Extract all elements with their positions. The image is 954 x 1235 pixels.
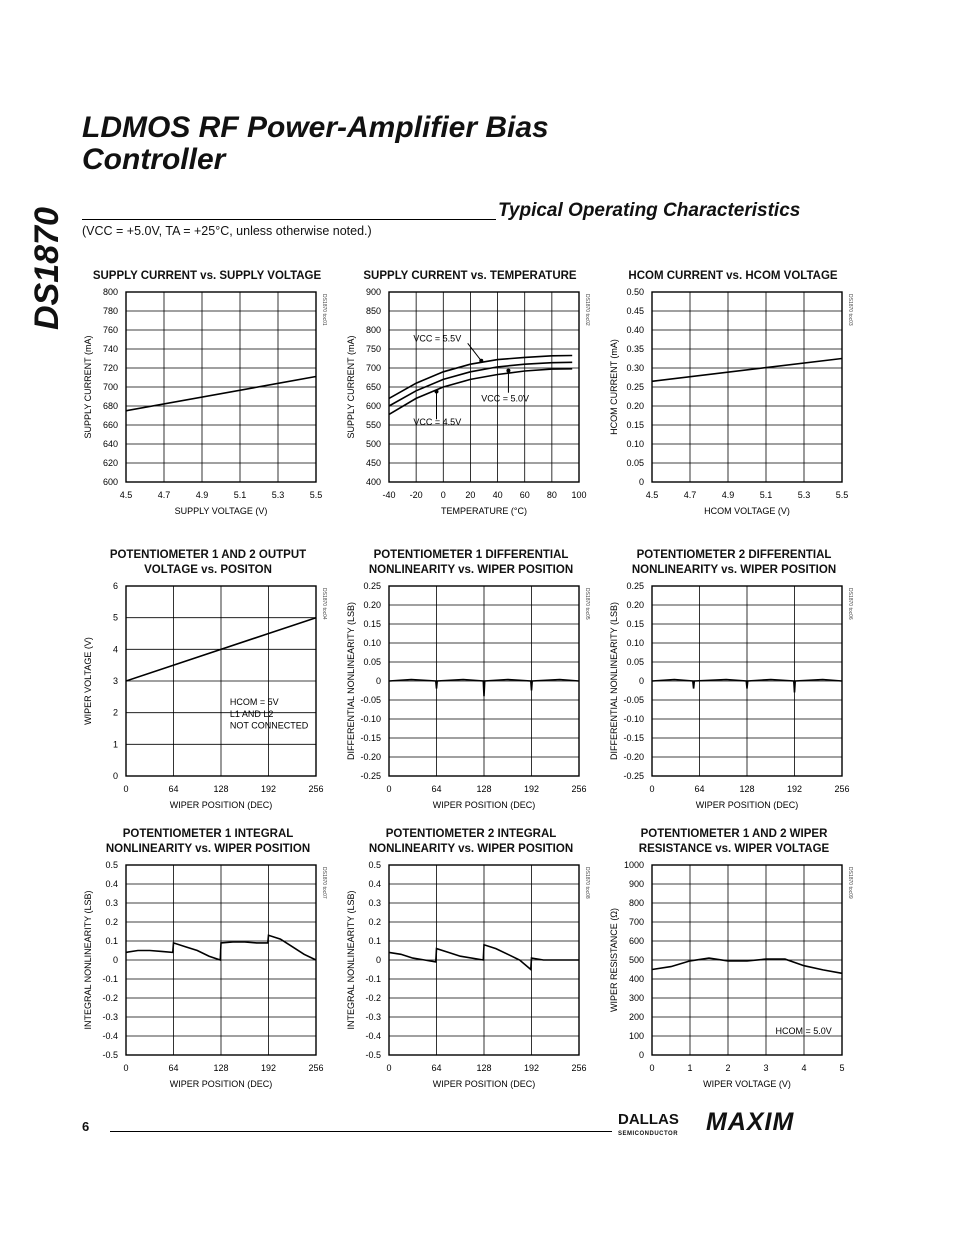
- y-tick-label: 780: [102, 306, 118, 316]
- chart-title: POTENTIOMETER 2 DIFFERENTIAL NONLINEARITY vs. WIPER POSITION: [631, 549, 837, 576]
- y-tick-label: 0.10: [626, 638, 644, 648]
- x-tick-label: 192: [523, 784, 540, 794]
- x-tick-label: 0: [649, 784, 655, 794]
- figure-code: DS1870 toc09: [847, 867, 853, 899]
- y-tick-label: 0.1: [368, 936, 381, 946]
- chart-svg: [345, 548, 595, 828]
- y-tick-label: 850: [365, 306, 381, 316]
- y-tick-label: 6: [112, 581, 118, 591]
- figure-code: DS1870 toc07: [321, 867, 327, 899]
- x-tick-label: 192: [523, 1063, 540, 1073]
- chart-9: [608, 827, 858, 1107]
- x-tick-label: 192: [260, 784, 277, 794]
- part-number-side-label: DS1870: [28, 207, 66, 330]
- x-axis-label: WIPER POSITION (DEC): [432, 800, 536, 810]
- y-tick-label: 0.05: [626, 657, 644, 667]
- annotation-label: NOT CONNECTED: [229, 720, 309, 731]
- x-tick-label: 0: [649, 1063, 655, 1073]
- chart-1: [82, 268, 332, 548]
- y-axis-label: SUPPLY CURRENT (mA): [83, 335, 93, 439]
- x-tick-label: 1: [687, 1063, 693, 1073]
- x-tick-label: 256: [308, 1063, 324, 1073]
- annotation-arrowhead: [479, 359, 483, 363]
- y-tick-label: 800: [628, 898, 644, 908]
- y-tick-label: 0.2: [368, 917, 381, 927]
- x-axis-label: HCOM VOLTAGE (V): [704, 506, 790, 516]
- y-tick-label: 2: [112, 707, 118, 718]
- x-tick-label: 5.3: [797, 490, 811, 500]
- chart-svg: [82, 548, 332, 828]
- x-tick-label: 4.7: [157, 490, 171, 500]
- x-tick-label: 64: [168, 784, 179, 794]
- x-tick-label: 4.7: [683, 490, 697, 500]
- x-tick-label: 4.5: [645, 490, 659, 500]
- y-axis-label: SUPPLY CURRENT (mA): [346, 335, 356, 439]
- chart-title: POTENTIOMETER 2 INTEGRAL NONLINEARITY vs. WIPER POSITION: [368, 828, 574, 855]
- y-tick-label: 700: [628, 917, 644, 927]
- x-tick-label: 5.1: [759, 490, 773, 500]
- y-tick-label: 300: [628, 993, 644, 1003]
- x-axis-label: WIPER POSITION (DEC): [432, 1079, 536, 1089]
- page-number: 6: [82, 1119, 90, 1134]
- y-tick-label: 0: [112, 771, 118, 781]
- y-tick-label: 660: [102, 420, 118, 430]
- x-tick-label: -40: [382, 490, 396, 500]
- y-tick-label: 640: [102, 439, 118, 449]
- y-axis-label: WIPER RESISTANCE (Ω): [609, 907, 619, 1013]
- y-tick-label: 650: [365, 382, 381, 392]
- y-tick-label: 0: [638, 1050, 644, 1060]
- chart-title: POTENTIOMETER 1 AND 2 WIPER RESISTANCE vs. WIPER VOLTAGE: [638, 828, 830, 855]
- y-tick-label: 0.2: [105, 917, 118, 927]
- y-tick-label: 400: [365, 477, 381, 487]
- x-tick-label: 3: [763, 1063, 769, 1073]
- x-tick-label: 256: [308, 784, 324, 794]
- y-tick-label: 500: [365, 439, 381, 449]
- y-tick-label: -0.05: [623, 695, 644, 705]
- chart-4: [82, 548, 332, 828]
- y-tick-label: 0.35: [626, 344, 644, 354]
- figure-code: DS1870 toc03: [847, 294, 853, 326]
- y-tick-label: 900: [628, 879, 644, 889]
- x-tick-label: 5.1: [233, 490, 247, 500]
- x-tick-label: 5.3: [271, 490, 285, 500]
- y-tick-label: 550: [365, 420, 381, 430]
- chart-svg: [82, 827, 332, 1107]
- chart-title: SUPPLY CURRENT vs. TEMPERATURE: [363, 270, 577, 282]
- y-tick-label: 700: [365, 363, 381, 373]
- y-axis-label: INTEGRAL NONLINEARITY (LSB): [346, 890, 356, 1030]
- annotation-label: VCC = 5.5V: [413, 333, 462, 344]
- y-tick-label: -0.4: [365, 1031, 381, 1041]
- x-tick-label: 256: [571, 1063, 587, 1073]
- y-tick-label: 0: [375, 955, 381, 965]
- y-tick-label: 450: [365, 458, 381, 468]
- dallas-logo: [618, 1113, 679, 1141]
- x-tick-label: 60: [519, 490, 530, 500]
- y-tick-label: 0.4: [368, 879, 381, 889]
- y-tick-label: -0.3: [365, 1012, 381, 1022]
- x-axis-label: WIPER POSITION (DEC): [695, 800, 799, 810]
- chart-svg: [608, 827, 858, 1107]
- y-tick-label: 0.05: [363, 657, 381, 667]
- chart-svg: [345, 268, 595, 548]
- annotation-label: HCOM = 5V: [229, 696, 279, 707]
- y-tick-label: 0.15: [626, 420, 644, 430]
- x-tick-label: 4.9: [195, 490, 209, 500]
- annotation-label: VCC = 5.0V: [481, 393, 530, 404]
- y-tick-label: 100: [628, 1031, 644, 1041]
- x-tick-label: 2: [725, 1063, 731, 1073]
- y-tick-label: 0.10: [363, 638, 381, 648]
- x-tick-label: 128: [213, 1063, 229, 1073]
- y-tick-label: 0: [638, 477, 644, 487]
- y-tick-label: 720: [102, 363, 118, 373]
- y-tick-label: 0.20: [363, 600, 381, 610]
- y-tick-label: -0.4: [102, 1031, 118, 1041]
- maxim-logo: MAXIM: [706, 1108, 795, 1136]
- figure-code: DS1870 toc08: [584, 867, 590, 899]
- y-tick-label: 1000: [623, 860, 644, 870]
- chart-8: [345, 827, 595, 1107]
- x-axis-label: WIPER POSITION (DEC): [169, 1079, 273, 1089]
- chart-title: SUPPLY CURRENT vs. SUPPLY VOLTAGE: [92, 270, 322, 282]
- chart-svg: [608, 548, 858, 828]
- y-tick-label: 700: [102, 382, 118, 392]
- x-tick-label: 5.5: [835, 490, 849, 500]
- y-tick-label: -0.25: [360, 771, 381, 781]
- section-heading: Typical Operating Characteristics: [498, 200, 801, 221]
- y-tick-label: 200: [628, 1012, 644, 1022]
- y-tick-label: 0.25: [626, 581, 644, 591]
- figure-code: DS1870 toc04: [321, 588, 327, 620]
- x-tick-label: 128: [213, 784, 229, 794]
- y-tick-label: 740: [102, 344, 118, 354]
- footer-rule: [110, 1131, 612, 1132]
- y-tick-label: 0: [375, 676, 381, 686]
- x-tick-label: 256: [834, 784, 850, 794]
- chart-7: [82, 827, 332, 1107]
- y-tick-label: -0.5: [102, 1050, 118, 1060]
- y-tick-label: -0.10: [360, 714, 381, 724]
- chart-6: [608, 548, 858, 828]
- y-tick-label: 3: [112, 676, 118, 686]
- x-axis-label: TEMPERATURE (°C): [441, 506, 527, 516]
- x-tick-label: 64: [431, 784, 442, 794]
- y-tick-label: 620: [102, 458, 118, 468]
- annotation-label: VCC = 4.5V: [413, 417, 462, 427]
- page-title: [82, 112, 549, 176]
- y-tick-label: 750: [365, 344, 381, 354]
- x-tick-label: 0: [123, 784, 129, 794]
- y-tick-label: 760: [102, 325, 118, 335]
- y-tick-label: 0.3: [368, 898, 381, 908]
- chart-3: [608, 268, 858, 548]
- y-tick-label: 0.10: [626, 439, 644, 449]
- figure-code: DS1870 toc02: [584, 294, 590, 326]
- series-line-1: [652, 359, 842, 382]
- figure-code: DS1870 toc06: [847, 588, 853, 620]
- y-tick-label: 400: [628, 974, 644, 984]
- y-tick-label: 0.40: [626, 325, 644, 335]
- y-tick-label: 0.1: [105, 936, 118, 946]
- y-tick-label: -0.15: [360, 733, 381, 743]
- x-tick-label: 4.5: [119, 490, 133, 500]
- section-rule: [82, 219, 496, 220]
- y-tick-label: 800: [365, 325, 381, 335]
- x-tick-label: 128: [739, 784, 755, 794]
- x-tick-label: 192: [260, 1063, 277, 1073]
- y-tick-label: 600: [365, 401, 381, 411]
- y-tick-label: 0.25: [363, 581, 381, 591]
- x-tick-label: 5: [839, 1063, 845, 1073]
- x-tick-label: 20: [465, 490, 476, 500]
- y-tick-label: 0: [112, 955, 118, 965]
- x-tick-label: 256: [571, 784, 587, 794]
- y-tick-label: 0.20: [626, 600, 644, 610]
- y-tick-label: -0.1: [102, 974, 118, 984]
- x-tick-label: 64: [168, 1063, 179, 1073]
- x-tick-label: 40: [492, 490, 503, 500]
- y-tick-label: -0.2: [102, 993, 118, 1003]
- x-tick-label: 0: [386, 1063, 392, 1073]
- y-tick-label: -0.05: [360, 695, 381, 705]
- semiconductor-text: SEMICONDUCTOR: [618, 1131, 679, 1137]
- x-tick-label: 192: [786, 784, 803, 794]
- figure-code: DS1870 toc01: [321, 294, 327, 326]
- y-tick-label: -0.10: [623, 714, 644, 724]
- y-tick-label: 0.5: [105, 860, 118, 870]
- title-line-1: LDMOS RF Power-Amplifier Bias: [82, 111, 549, 144]
- x-axis-label: WIPER VOLTAGE (V): [703, 1079, 791, 1089]
- chart-2: [345, 268, 595, 548]
- y-tick-label: 0.15: [363, 619, 381, 629]
- title-line-2: Controller: [82, 143, 226, 176]
- dallas-logo-text: DALLAS: [618, 1111, 679, 1128]
- y-tick-label: -0.15: [623, 733, 644, 743]
- y-tick-label: 500: [628, 955, 644, 965]
- y-tick-label: 0.5: [368, 860, 381, 870]
- y-tick-label: 0: [638, 676, 644, 686]
- x-tick-label: 100: [571, 490, 587, 500]
- y-tick-label: 4: [112, 644, 118, 655]
- y-tick-label: 600: [102, 477, 118, 487]
- chart-title: POTENTIOMETER 1 INTEGRAL NONLINEARITY vs. WIPER POSITION: [105, 828, 311, 855]
- y-tick-label: 5: [112, 612, 118, 623]
- y-tick-label: 0.20: [626, 401, 644, 411]
- x-tick-label: 4.9: [721, 490, 735, 500]
- x-tick-label: 0: [123, 1063, 129, 1073]
- annotation-label: L1 AND L2: [229, 708, 274, 719]
- y-axis-label: WIPER VOLTAGE (V): [83, 637, 93, 725]
- series-line-1: [389, 680, 579, 697]
- y-tick-label: -0.25: [623, 771, 644, 781]
- y-tick-label: 800: [102, 287, 118, 297]
- x-tick-label: 64: [694, 784, 705, 794]
- y-tick-label: 0.30: [626, 363, 644, 373]
- y-axis-label: DIFFERENTIAL NONLINEARITY (LSB): [609, 601, 619, 761]
- chart-svg: [608, 268, 858, 548]
- y-tick-label: 680: [102, 401, 118, 411]
- annotation-arrowhead: [435, 390, 439, 394]
- annotation-label: HCOM = 5.0V: [775, 1026, 832, 1037]
- y-tick-label: -0.20: [360, 752, 381, 762]
- y-tick-label: 0.50: [626, 287, 644, 297]
- y-tick-label: 600: [628, 936, 644, 946]
- y-tick-label: 900: [365, 287, 381, 297]
- y-tick-label: -0.2: [365, 993, 381, 1003]
- chart-title: POTENTIOMETER 1 DIFFERENTIAL NONLINEARITY vs. WIPER POSITION: [368, 549, 574, 576]
- annotation-arrowhead: [506, 369, 510, 373]
- chart-title: POTENTIOMETER 1 AND 2 OUTPUT VOLTAGE vs. POSITON: [109, 549, 307, 576]
- test-conditions: (VCC = +5.0V, TA = +25°C, unless otherwise noted.): [82, 224, 372, 238]
- y-axis-label: DIFFERENTIAL NONLINEARITY (LSB): [346, 601, 356, 761]
- x-tick-label: 0: [440, 490, 446, 500]
- figure-code: DS1870 toc05: [584, 588, 590, 620]
- x-tick-label: 5.5: [309, 490, 323, 500]
- x-tick-label: 128: [476, 784, 492, 794]
- y-axis-label: INTEGRAL NONLINEARITY (LSB): [83, 890, 93, 1030]
- x-axis-label: SUPPLY VOLTAGE (V): [174, 506, 268, 516]
- y-tick-label: -0.20: [623, 752, 644, 762]
- x-axis-label: WIPER POSITION (DEC): [169, 800, 273, 810]
- x-tick-label: 0: [386, 784, 392, 794]
- chart-title: HCOM CURRENT vs. HCOM VOLTAGE: [628, 270, 838, 282]
- x-tick-label: 64: [431, 1063, 442, 1073]
- chart-5: [345, 548, 595, 828]
- y-tick-label: -0.3: [102, 1012, 118, 1022]
- chart-svg: [82, 268, 332, 548]
- annotation-arrow: [468, 343, 482, 360]
- y-tick-label: 0.4: [105, 879, 118, 889]
- y-tick-label: -0.1: [365, 974, 381, 984]
- chart-svg: [345, 827, 595, 1107]
- y-tick-label: 0.3: [105, 898, 118, 908]
- x-tick-label: 80: [546, 490, 557, 500]
- y-tick-label: 0.45: [626, 306, 644, 316]
- y-axis-label: HCOM CURRENT (mA): [609, 339, 619, 435]
- y-tick-label: 0.25: [626, 382, 644, 392]
- x-tick-label: 128: [476, 1063, 492, 1073]
- y-tick-label: 0.05: [626, 458, 644, 468]
- y-tick-label: 0.15: [626, 619, 644, 629]
- x-tick-label: 4: [801, 1063, 807, 1073]
- x-tick-label: -20: [409, 490, 423, 500]
- y-tick-label: -0.5: [365, 1050, 381, 1060]
- y-tick-label: 1: [112, 739, 118, 750]
